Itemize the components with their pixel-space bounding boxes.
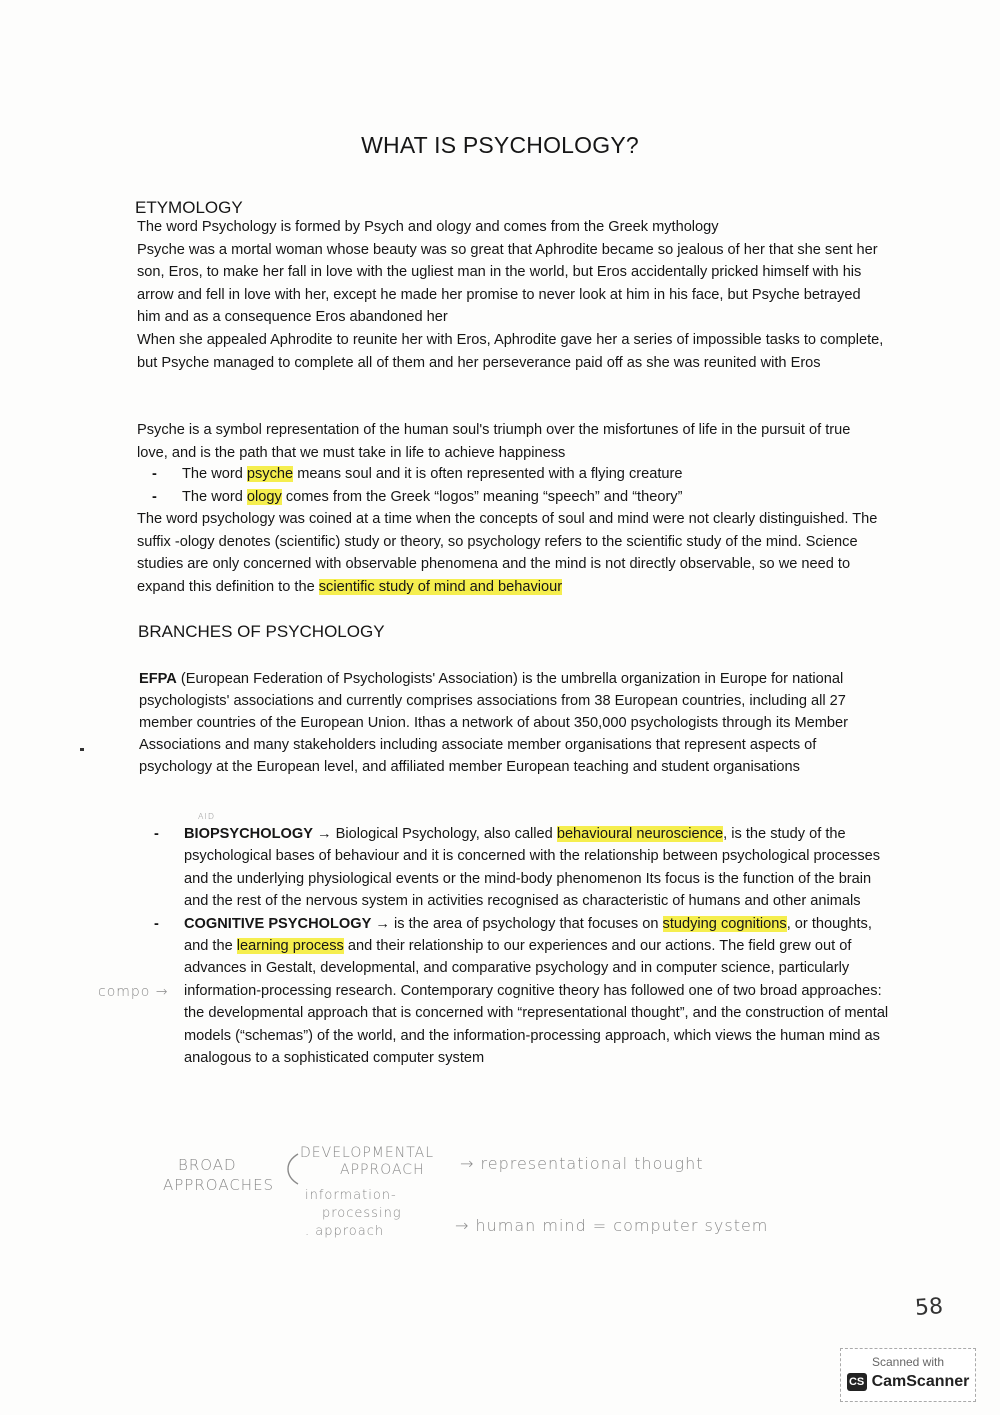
page-number: 58 (914, 1294, 944, 1321)
highlight-definition: scientific study of mind and behaviour (318, 578, 563, 595)
branches-list (150, 823, 895, 1069)
handwritten-approaches: APPROACHES (163, 1176, 275, 1194)
bullet-text: The word (182, 466, 247, 482)
highlight-neuroscience: behavioural neuroscience (556, 826, 724, 842)
branch-text: and their relationship to our experiences and our actions. The field grew out of advances in Gestalt, developmental, and comparative psychology and in computer science, particularly information-processing research. Contemporary cognitive theory has followed one of two broad approaches: the developmental approach that is concerned with “representational thought”, and the construction of mental models (“schemas”) of the world, and the information-processing approach, which views the human mind as analogous to a sophisticated computer system (184, 938, 889, 1067)
camscanner-watermark (840, 1348, 976, 1402)
bullet-psyche (150, 463, 890, 486)
branch-cognitive (150, 913, 895, 1070)
etymology-paragraph-1 (137, 216, 885, 374)
highlight-psyche: psyche (246, 466, 294, 482)
etymology-myth-text: Psyche was a mortal woman whose beauty was so great that Aphrodite became so jealous of her that she sent her son, Eros, to make her fall in love with the ugliest man in the world, but Eros accidentally pricked himself with his arrow and fell in love with her, except he made her promise to never look at him in his face, but Psyche betrayed him and as a consequence Eros abandoned her (137, 241, 878, 326)
efpa-paragraph (139, 668, 879, 778)
handwritten-human-mind: → human mind = computer system (455, 1216, 769, 1235)
handwritten-brace-icon (282, 1152, 302, 1186)
etymology-line-1: The word Psychology is formed by Psych and ology and comes from the Greek mythology (137, 219, 719, 235)
etymology-bullets (150, 463, 890, 508)
arrow: → (371, 915, 395, 932)
camscanner-brand: CamScanner (871, 1373, 970, 1390)
branch-title: COGNITIVE PSYCHOLOGY (184, 915, 372, 932)
handwritten-information: information- (305, 1188, 397, 1203)
highlight-cognitions: studying cognitions (662, 915, 787, 932)
branch-text: Biological Psychology, also called (335, 826, 557, 842)
branch-title: BIOPSYCHOLOGY (184, 826, 313, 842)
efpa-acronym: EFPA (139, 671, 177, 687)
etymology-heading: ETYMOLOGY (135, 198, 243, 217)
handwritten-margin-note: compo → (98, 984, 169, 1000)
branch-text: , or thoughts, and the (184, 915, 872, 955)
etymology-reunite-text: When she appealed Aphrodite to reunite her with Eros, Aphrodite gave her a series of impossible tasks to complete, but Psyche managed to complete all of them and her perseverance paid off as she was reunited with Eros (137, 331, 884, 371)
handwritten-broad: BROAD (178, 1156, 237, 1174)
handwritten-approach: APPROACH (340, 1162, 425, 1178)
handwritten-small-note: AID (198, 812, 215, 821)
branches-heading: BRANCHES OF PSYCHOLOGY (138, 622, 385, 641)
definition-text: The word psychology was coined at a time when the concepts of soul and mind were not clearly distinguished. The suffix -ology denotes (scientific) study or theory, so psychology refers to the scientific study of the mind. Science studies are only concerned with observable phenomena and the mind is not directly observable, so we need to expand this definition to the (137, 511, 878, 595)
efpa-text: (European Federation of Psychologists' Association) is the umbrella organization in Europe for national psychologists' associations and currently comprises associations from 38 European countries, including all 27 member countries of the European Union. Ithas a network of about 350,000 psychologists through its Member Associations and many stakeholders including associate member organisations that represent aspects of psychology at the European level, and affiliated member European teaching and student organisations (139, 671, 849, 775)
arrow: → (312, 826, 336, 842)
branch-text: , is the study of the psychological bases of behaviour and it is concerned with the relationship between psychological processes and the underlying physiological events or the mind-body phenomenon Its focus is the function of the brain and the rest of the nervous system in activities recognised as characteristic of humans and other animals (184, 826, 881, 910)
branch-biopsychology (150, 823, 895, 913)
bullet-text: The word (182, 488, 247, 505)
bullet-text: means soul and it is often represented with a flying creature (293, 466, 683, 482)
highlight-ology: ology (246, 488, 282, 505)
etymology-paragraph-3 (137, 508, 885, 598)
handwritten-developmental: DEVELOPMENTAL (300, 1145, 435, 1161)
stray-mark (80, 748, 84, 751)
bullet-ology (150, 486, 890, 509)
handwritten-approach-2: . approach (305, 1224, 385, 1239)
camscanner-logo-icon: CS (847, 1373, 867, 1391)
watermark-caption: Scanned with (871, 1355, 945, 1369)
handwritten-processing: processing (322, 1206, 402, 1221)
highlight-learning: learning process (236, 938, 344, 955)
branch-text: is the area of psychology that focuses on (394, 915, 663, 932)
handwritten-representational: → representational thought (460, 1154, 704, 1173)
bullet-text: comes from the Greek “logos” meaning “speech” and “theory” (281, 488, 683, 505)
page-title: WHAT IS PSYCHOLOGY? (361, 132, 639, 158)
etymology-paragraph-2: Psyche is a symbol representation of the human soul's triumph over the misfortunes of life in the pursuit of true love, and is the path that we must take in life to achieve happiness (137, 422, 851, 461)
